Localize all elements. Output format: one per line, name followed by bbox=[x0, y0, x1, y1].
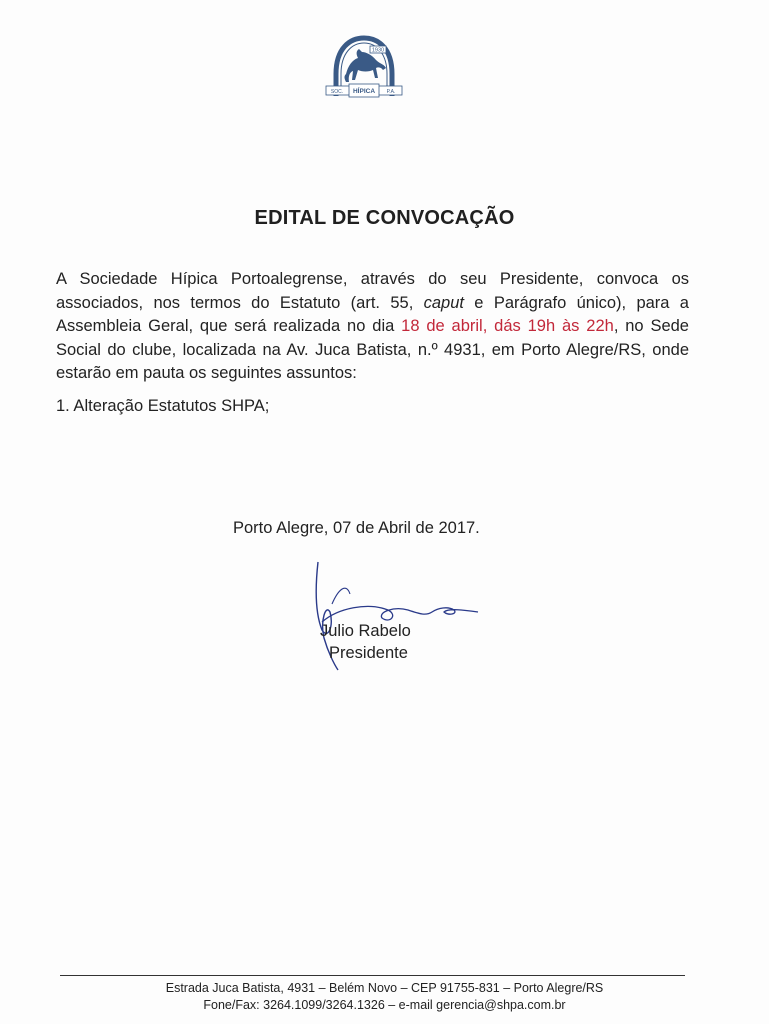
signer-role: Presidente bbox=[329, 644, 408, 662]
logo-center-text: HÍPICA bbox=[352, 88, 376, 95]
horse-icon bbox=[345, 49, 387, 82]
logo-left-text: SOC. bbox=[330, 88, 344, 95]
signer-name: Julio Rabelo bbox=[320, 622, 411, 640]
footer-address: Estrada Juca Batista, 4931 – Belém Novo – CEP 91755-831 – Porto Alegre/RS bbox=[165, 981, 604, 995]
logo-year: 1930 bbox=[371, 47, 385, 54]
paragraph-part-3: , no Sede Social do clube, localizada na Av. Juca Batista, n.º 4931, em Porto Alegre/RS, onde estarão em pauta os seguintes assuntos: bbox=[56, 317, 689, 382]
footer-divider bbox=[60, 975, 685, 976]
paragraph-part-2: e Parágrafo único), para a Assembleia Geral, que será realizada no dia bbox=[56, 293, 689, 335]
club-logo bbox=[322, 34, 406, 104]
paragraph-italic-term: caput bbox=[423, 293, 464, 312]
footer bbox=[0, 980, 769, 1014]
convocation-paragraph bbox=[56, 268, 689, 386]
paragraph-part-1: A Sociedade Hípica Portoalegrense, através do seu Presidente, convoca os associados, nos termos do Estatuto (art. 55, bbox=[56, 270, 689, 312]
meeting-date-highlight: 18 de abril, dás 19h às 22h bbox=[401, 317, 614, 335]
page-title: EDITAL DE CONVOCAÇÃO bbox=[254, 207, 515, 229]
agenda-item: 1. Alteração Estatutos SHPA; bbox=[56, 397, 270, 415]
footer-contact: Fone/Fax: 3264.1099/3264.1326 – e-mail gerencia@shpa.com.br bbox=[203, 998, 566, 1012]
place-date: Porto Alegre, 07 de Abril de 2017. bbox=[233, 519, 480, 537]
logo-right-text: P.A. bbox=[386, 88, 396, 95]
